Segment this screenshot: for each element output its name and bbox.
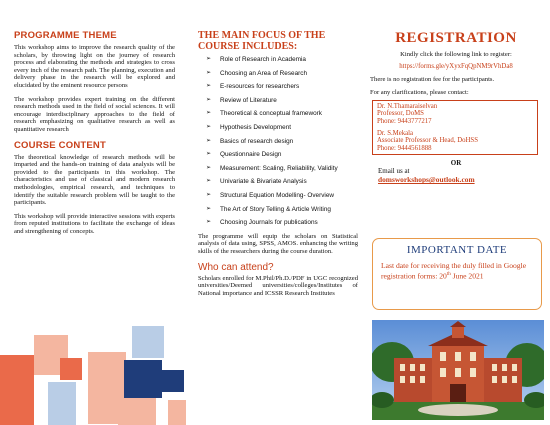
- focus-item: [206, 165, 358, 172]
- contact1-role: Professor, DoMS: [377, 110, 424, 118]
- focus-item: [206, 206, 358, 213]
- arrow-bullet-icon: ➢: [206, 69, 212, 76]
- focus-item: [206, 138, 358, 145]
- focus-closing: The programme will equip the scholars on Statistical analysis of data using, SPSS, AMOS. enhancing the writing skills of the researchers during the course duration.: [198, 232, 358, 255]
- focus-item-label: Univariate & Bivariate Analysis: [220, 178, 307, 186]
- important-date-text: Last date for receiving the duly filled in Google registration forms: 20th June 2021: [381, 261, 527, 281]
- focus-item: [206, 178, 358, 185]
- arrow-bullet-icon: ➢: [206, 110, 212, 117]
- focus-heading: [198, 30, 358, 52]
- arrow-bullet-icon: ➢: [206, 164, 212, 171]
- clarify-text: For any clarifications, please contact:: [370, 89, 469, 97]
- focus-item: [206, 110, 358, 117]
- contact1-phone: Phone: 9443777217: [377, 117, 432, 125]
- deco-square: [0, 355, 34, 425]
- course-content-heading: COURSE CONTENT: [14, 139, 106, 151]
- deco-square: [48, 382, 76, 425]
- focus-item-label: Review of Literature: [220, 96, 277, 104]
- fee-note: There is no registration fee for the participants.: [370, 75, 495, 83]
- focus-item-label: Choosing an Area of Research: [220, 69, 308, 77]
- arrow-bullet-icon: ➢: [206, 219, 212, 226]
- focus-item-label: Structural Equation Modelling- Overview: [220, 191, 335, 199]
- who-text: Scholars enrolled for M.Phil/Ph.D./PDF in UGC recognized universities/Deemed universities/colleges/Institutes of National importance and ICSSR Research Institutes: [198, 274, 358, 297]
- focus-item: [206, 56, 358, 63]
- arrow-bullet-icon: ➢: [206, 96, 212, 103]
- deco-square: [60, 358, 82, 380]
- focus-heading-line1: THE MAIN FOCUS OF THE: [198, 30, 326, 41]
- contact2-role: Associate Professor & Head, DoHSS: [377, 137, 478, 145]
- focus-item: [206, 83, 358, 90]
- arrow-bullet-icon: ➢: [206, 178, 212, 185]
- deco-square: [118, 398, 156, 425]
- deco-square: [162, 370, 184, 392]
- deco-square: [132, 326, 164, 358]
- focus-item-label: Choosing Journals for publications: [220, 219, 318, 227]
- focus-list: [198, 56, 358, 226]
- focus-item: [206, 97, 358, 104]
- email-link[interactable]: domsworkshops@outlook.com: [378, 175, 475, 185]
- focus-item-label: Theoretical & conceptual framework: [220, 110, 322, 118]
- arrow-bullet-icon: ➢: [206, 151, 212, 158]
- focus-heading-line2: COURSE INCLUDES:: [198, 41, 298, 52]
- campus-building-illustration: [372, 320, 544, 420]
- arrow-bullet-icon: ➢: [206, 191, 212, 198]
- campus-building-photo: [372, 320, 544, 420]
- course-content-para2: This workshop will provide interactive sessions with experts from reputed institutions to facilitate the exchange of ideas and strengthening of concepts.: [14, 212, 175, 235]
- focus-item: [206, 124, 358, 131]
- who-heading: Who can attend?: [198, 261, 274, 273]
- arrow-bullet-icon: ➢: [206, 137, 212, 144]
- middle-panel: [190, 0, 362, 425]
- important-date-heading: IMPORTANT DATE: [406, 244, 508, 256]
- focus-item-label: E-resources for researchers: [220, 83, 300, 91]
- registration-instruction: Kindly click the following link to register:: [400, 51, 512, 58]
- programme-theme-heading: PROGRAMME THEME: [14, 30, 117, 41]
- focus-item-label: Hypothesis Development: [220, 123, 292, 131]
- focus-item: [206, 151, 358, 158]
- registration-link[interactable]: https://forms.gle/yXyxFqQpNM9rVhDa8: [399, 62, 513, 70]
- course-content-para1: The theoretical knowledge of research methods will be imparted and the hands-on training of data analysis will be provided to the participants in this workshop. The characteristics and use of classical and modern research methodologies, empirical research, and techniques to identify the suitable research problem will be taught to the participants.: [14, 153, 175, 207]
- focus-item-label: Measurement: Scaling, Reliability, Validity: [220, 164, 338, 172]
- or-label: OR: [450, 159, 462, 168]
- registration-heading: REGISTRATION: [395, 30, 517, 46]
- focus-item: [206, 219, 358, 226]
- focus-item-label: Basics of research design: [220, 137, 294, 145]
- deco-square: [124, 360, 162, 398]
- focus-item-label: Questionnaire Design: [220, 151, 282, 159]
- focus-item-label: Role of Research in Academia: [220, 56, 306, 63]
- email-label: Email us at: [378, 167, 410, 176]
- programme-theme-para2: The workshop provides expert training on the different research methods used in the field of social sciences. It will encourage interdisciplinary approaches to the field of research emphasizing on qualitative research as well as quantitative research: [14, 95, 175, 133]
- contact-box: [372, 100, 538, 156]
- arrow-bullet-icon: ➢: [206, 56, 212, 62]
- focus-item: [206, 192, 358, 199]
- important-date-box: [372, 238, 542, 310]
- focus-item: [206, 70, 358, 77]
- arrow-bullet-icon: ➢: [206, 123, 212, 130]
- contact1-name: Dr. N.Thamaraiselvan: [377, 102, 438, 110]
- contact2-name: Dr. S.Mekala: [377, 129, 414, 137]
- focus-item-label: The Art of Story Telling & Article Writing: [220, 205, 331, 213]
- right-panel: [362, 0, 550, 425]
- contact2-phone: Phone: 9444561888: [377, 144, 432, 152]
- deco-square: [168, 400, 186, 425]
- arrow-bullet-icon: ➢: [206, 83, 212, 90]
- programme-theme-para1: This workshop aims to improve the research quality of the scholars, by throwing light on the journey of research process and elaborating the methods and strategies to cross every inch of the research path. The planning, execution and delivery phase in the research will be explored and elucidated by the eminent resource persons: [14, 44, 175, 89]
- arrow-bullet-icon: ➢: [206, 205, 212, 212]
